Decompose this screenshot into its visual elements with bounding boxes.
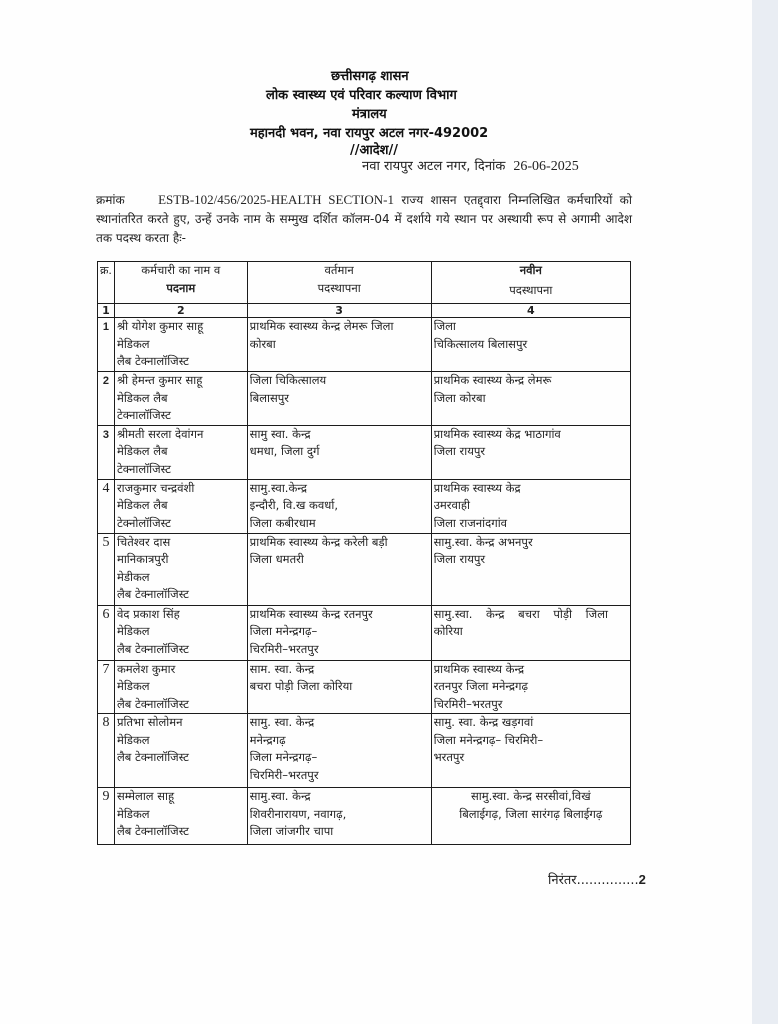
employee-name-cell xyxy=(114,714,247,788)
new-posting-line: जिला राजनांदगांव xyxy=(433,515,508,530)
header-name-line2: पदनाम xyxy=(166,280,196,295)
serial-number-cell xyxy=(98,318,115,372)
employee-name-line: मेडिकल xyxy=(116,336,150,351)
current-posting-line: मनेन्द्रगढ़ xyxy=(249,732,286,747)
table-row xyxy=(98,788,631,845)
table-header-row xyxy=(98,262,631,304)
current-posting-line: प्राथमिक स्वास्थ्य केन्द्र करेली बड़ी xyxy=(249,534,388,549)
order-paragraph xyxy=(96,190,632,248)
serial-number-cell xyxy=(98,788,115,845)
employee-name-line: मेडिकल xyxy=(116,624,150,638)
employee-name-line: लैब टेक्नालॉजिस्ट xyxy=(116,750,189,764)
current-posting-line: जिला जांजगीर चापा xyxy=(249,824,334,838)
current-posting-line: धमधा, जिला दुर्ग xyxy=(249,444,320,458)
current-posting-line: सामु स्वा. केन्द्र xyxy=(249,426,311,441)
current-posting-line: बिलासपुर xyxy=(249,390,290,405)
new-posting-line: सामु. स्वा. केन्द्र खड़गवां xyxy=(433,715,534,729)
current-posting-line: शिवरीनारायण, नवागढ़, xyxy=(249,806,347,821)
header-order-title: //आदेश// xyxy=(350,143,399,158)
column-number: 2 xyxy=(114,304,247,318)
new-posting-line: सामु.स्वा. केन्द्र सरसीवां,विखं xyxy=(470,789,591,803)
new-posting-line: कोरिया xyxy=(433,624,463,638)
new-posting-cell xyxy=(431,714,630,788)
employee-name-line: चितेश्वर दास xyxy=(116,534,171,549)
new-posting-line: चिरमिरी–भरतपुर xyxy=(433,696,503,711)
header-address: महानदी भवन, नवा रायपुर अटल नगर-492002 xyxy=(250,126,489,141)
new-posting-line: उमरवाही xyxy=(433,498,470,512)
new-posting-line: प्राथमिक स्वास्थ्य केन्द्र xyxy=(433,661,525,676)
column-number: 4 xyxy=(431,304,630,318)
new-posting-line: भरतपुर xyxy=(433,750,465,764)
current-posting-line: साम. स्वा. केन्द्र xyxy=(249,661,315,676)
new-posting-cell xyxy=(431,605,630,660)
employee-name-cell xyxy=(114,533,247,605)
new-posting-line: सामु.स्वा. केन्द्र बचरा पोड़ी जिला xyxy=(433,606,608,621)
current-posting-line: जिला कबीरधाम xyxy=(249,515,316,530)
employee-name-line: श्री योगेश कुमार साहू xyxy=(116,319,204,333)
order-text: राज्य शासन एतद्द्वारा निम्नलिखित कर्मचारियों को स्थानांतरित करते हुए, उन्हें उनके नाम के सम्मुख दर्शित कॉलम-04 में दर्शाये गये स्थान पर अस्थायी रूप से अगामी आदेश तक पदस्थ करता हैः- xyxy=(96,193,632,245)
employee-name-line: टेक्नोलॉजिस्ट xyxy=(116,515,171,530)
serial-number-cell xyxy=(98,425,115,479)
column-number: 3 xyxy=(247,304,431,318)
order-date-line xyxy=(362,156,579,175)
table-row xyxy=(98,372,631,426)
current-posting-line: प्राथमिक स्वास्थ्य केन्द्र लेमरू जिला xyxy=(249,319,394,333)
current-posting-cell xyxy=(247,714,431,788)
new-posting-line: जिला कोरबा xyxy=(433,390,486,405)
current-posting-line: चिरमिरी–भरतपुर xyxy=(249,641,319,656)
serial-number: 2 xyxy=(102,375,110,387)
new-posting-line: प्राथमिक स्वास्थ्य केद्र xyxy=(433,480,521,495)
current-posting-cell xyxy=(247,425,431,479)
current-posting-line: सामु.स्वा. केन्द्र xyxy=(249,789,311,803)
current-posting-line: सामु.स्वा.केन्द्र xyxy=(249,480,307,495)
serial-number: 6 xyxy=(102,606,110,622)
header-serial: क्र. xyxy=(98,262,115,304)
new-posting-line: प्राथमिक स्वास्थ्य केन्द्र लेमरू xyxy=(433,373,552,387)
current-posting-cell xyxy=(247,533,431,605)
employee-name-line: प्रतिभा सोलोमन xyxy=(116,715,183,729)
table-row xyxy=(98,425,631,479)
employee-name-line: टेक्नालॉजिस्ट xyxy=(116,461,171,476)
serial-number: 3 xyxy=(102,428,110,441)
header-name-line1: कर्मचारी का नाम व xyxy=(141,263,221,277)
transfer-table xyxy=(97,261,631,845)
new-posting-cell xyxy=(431,425,630,479)
employee-name-line: मेडिकल xyxy=(116,732,150,747)
employee-name-line: वेद प्रकाश सिंह xyxy=(116,606,180,621)
employee-name-line: कमलेश कुमार xyxy=(116,661,176,676)
employee-name-line: लैब टेक्नालॉजिस्ट xyxy=(116,696,189,711)
employee-name-line: टेक्नालॉजिस्ट xyxy=(116,408,171,422)
new-posting-cell xyxy=(431,788,630,845)
new-posting-line: जिला रायपुर xyxy=(433,552,486,566)
new-posting-line: चिकित्सालय बिलासपुर xyxy=(433,336,528,351)
current-posting-cell xyxy=(247,660,431,714)
table-row xyxy=(98,714,631,788)
current-posting-line: जिला धमतरी xyxy=(249,552,304,566)
current-posting-line: जिला मनेन्द्रगढ़– xyxy=(249,750,318,764)
current-posting-line: प्राथमिक स्वास्थ्य केन्द्र रतनपुर xyxy=(249,606,373,621)
employee-name-line: लैब टेक्नालॉजिस्ट xyxy=(116,354,189,368)
current-posting-line: जिला चिकित्सालय xyxy=(249,373,327,387)
continued-label: निरंतर............... xyxy=(548,873,639,888)
serial-number: 1 xyxy=(102,321,110,333)
current-posting-cell xyxy=(247,479,431,533)
employee-name-line: मेडिकल xyxy=(116,679,150,693)
serial-number: 7 xyxy=(102,661,110,677)
header-current-posting xyxy=(247,262,431,304)
new-posting-line: प्राथमिक स्वास्थ्य केद्र भाठागांव xyxy=(433,426,561,441)
header-new-posting xyxy=(431,262,630,304)
table-row xyxy=(98,533,631,605)
next-page-number: 2 xyxy=(638,872,646,887)
table-row xyxy=(98,605,631,660)
header-new-line1: नवीन xyxy=(519,263,542,277)
current-posting-line: बचरा पोड़ी जिला कोरिया xyxy=(249,679,353,693)
employee-name-line: मेडिकल लैब xyxy=(116,390,168,405)
employee-name-line: राजकुमार चन्द्रवंशी xyxy=(116,480,195,495)
header-government: छत्तीसगढ़ शासन xyxy=(331,69,409,84)
serial-number-cell xyxy=(98,372,115,426)
order-number-label: क्रमांक xyxy=(96,193,125,207)
new-posting-cell xyxy=(431,660,630,714)
serial-number-cell xyxy=(98,714,115,788)
employee-name-line: मेडिकल लैब xyxy=(116,444,168,458)
new-posting-line: सामु.स्वा. केन्द्र अभनपुर xyxy=(433,534,533,549)
employee-name-cell xyxy=(114,788,247,845)
new-posting-line: जिला मनेन्द्रगढ़– चिरमिरी– xyxy=(433,732,544,747)
new-posting-line: जिला xyxy=(433,319,456,333)
new-posting-line: बिलाईगढ़, जिला सारंगढ़ बिलाईगढ़ xyxy=(459,806,603,821)
current-posting-line: सामु. स्वा. केन्द्र xyxy=(249,715,315,729)
current-posting-cell xyxy=(247,605,431,660)
employee-name-line: श्री हेमन्त कुमार साहू xyxy=(116,373,203,387)
employee-name-line: सम्मेलाल साहू xyxy=(116,789,175,803)
serial-number: 4 xyxy=(102,480,110,496)
current-posting-cell xyxy=(247,372,431,426)
employee-name-line: लैब टेक्नालॉजिस्ट xyxy=(116,641,189,656)
employee-name-cell xyxy=(114,605,247,660)
table-row xyxy=(98,660,631,714)
new-posting-line: रतनपुर जिला मनेन्द्रगढ़ xyxy=(433,679,528,693)
current-posting-line: इन्दौरी, वि.ख कवर्धा, xyxy=(249,498,338,512)
employee-name-line: मेडिकल xyxy=(116,806,150,821)
serial-number-cell xyxy=(98,660,115,714)
current-posting-cell xyxy=(247,788,431,845)
new-posting-cell xyxy=(431,372,630,426)
employee-name-cell xyxy=(114,425,247,479)
employee-name-line: लैब टेक्नालॉजिस्ट xyxy=(116,824,189,838)
header-new-line2: पदस्थापना xyxy=(509,282,553,297)
employee-name-cell xyxy=(114,318,247,372)
employee-name-line: श्रीमती सरला देवांगन xyxy=(116,426,204,441)
new-posting-line: जिला रायपुर xyxy=(433,444,486,458)
order-place: नवा रायपुर अटल नगर, दिनांक xyxy=(362,159,506,174)
employee-name-cell xyxy=(114,479,247,533)
new-posting-cell xyxy=(431,533,630,605)
serial-number-cell xyxy=(98,605,115,660)
current-posting-line: कोरबा xyxy=(249,336,276,351)
table-row xyxy=(98,318,631,372)
header-ministry: मंत्रालय xyxy=(352,107,387,122)
employee-name-line: मानिकात्रपुरी xyxy=(116,552,169,566)
header-name xyxy=(114,262,247,304)
viewer-side-strip xyxy=(752,0,778,1024)
table-row xyxy=(98,479,631,533)
order-reference: ESTB-102/456/2025-HEALTH SECTION-1 xyxy=(158,192,395,207)
header-department: लोक स्वास्थ्य एवं परिवार कल्याण विभाग xyxy=(266,88,457,103)
employee-name-cell xyxy=(114,372,247,426)
header-current-line1: वर्तमान xyxy=(324,263,354,277)
employee-name-line: मेडीकल xyxy=(116,569,150,584)
column-number-row xyxy=(98,304,631,318)
new-posting-cell xyxy=(431,318,630,372)
serial-number: 5 xyxy=(102,534,110,550)
serial-number-cell xyxy=(98,533,115,605)
employee-name-cell xyxy=(114,660,247,714)
column-number: 1 xyxy=(98,304,115,318)
employee-name-line: मेडिकल लैब xyxy=(116,498,168,512)
serial-number-cell xyxy=(98,479,115,533)
current-posting-cell xyxy=(247,318,431,372)
header-current-line2: पदस्थापना xyxy=(317,280,361,295)
serial-number: 9 xyxy=(102,789,110,804)
current-posting-line: चिरमिरी–भरतपुर xyxy=(249,767,319,782)
employee-name-line: लैब टेक्नालॉजिस्ट xyxy=(116,587,189,601)
current-posting-line: जिला मनेन्द्रगढ़– xyxy=(249,624,318,638)
new-posting-cell xyxy=(431,479,630,533)
continuation-note xyxy=(548,870,646,888)
serial-number: 8 xyxy=(102,715,110,730)
order-date: 26-06-2025 xyxy=(513,159,579,174)
